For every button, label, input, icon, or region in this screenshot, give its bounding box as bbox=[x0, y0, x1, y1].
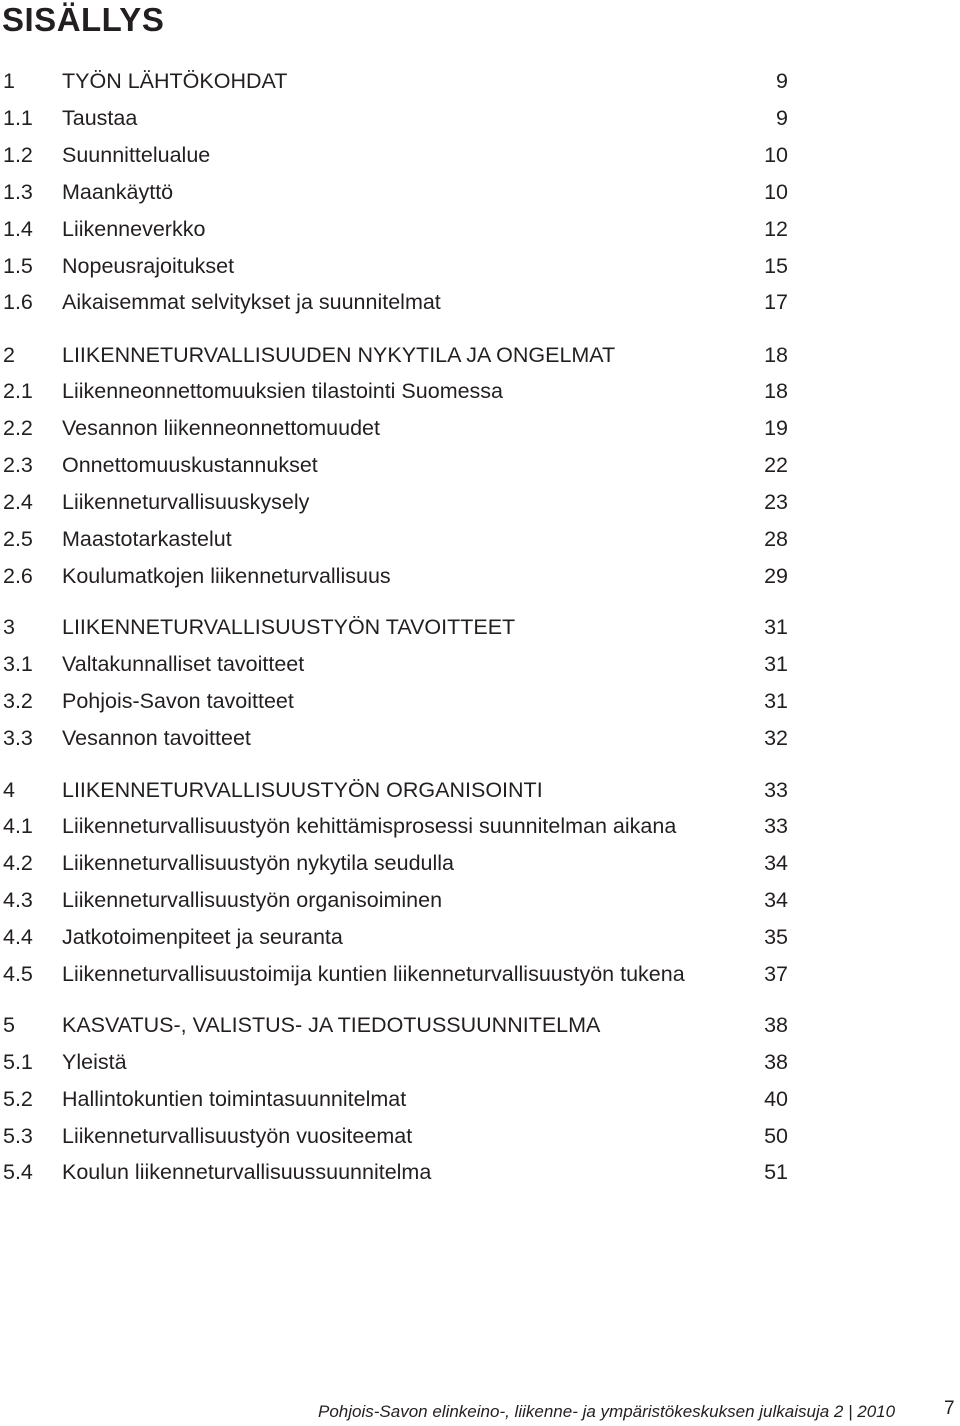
toc-entry bbox=[0, 885, 800, 915]
toc-entry-page: 10 bbox=[764, 143, 788, 167]
footer-publication-text: Pohjois-Savon elinkeino-, liikenne- ja ympäristökeskuksen julkaisuja 2 | 2010 bbox=[318, 1402, 896, 1421]
toc-entry bbox=[0, 177, 800, 207]
toc-entry-label: Taustaa bbox=[62, 106, 138, 130]
toc-entry-number: 5 bbox=[3, 1013, 15, 1037]
toc-entry-label: TYÖN LÄHTÖKOHDAT bbox=[62, 69, 288, 93]
toc-entry-label: Liikenneonnettomuuksien tilastointi Suomessa bbox=[62, 379, 504, 403]
toc-entry-number: 4.2 bbox=[3, 851, 33, 875]
toc-entry bbox=[0, 1010, 800, 1040]
toc-entry-page: 9 bbox=[776, 69, 788, 93]
toc-entry-page: 51 bbox=[764, 1160, 788, 1184]
toc-entry bbox=[0, 686, 800, 716]
toc-entry-label: Koulun liikenneturvallisuussuunnitelma bbox=[62, 1160, 432, 1184]
toc-entry bbox=[0, 450, 800, 480]
toc-entry bbox=[0, 413, 800, 443]
toc-entry-label: Maastotarkastelut bbox=[62, 527, 232, 551]
toc-entry bbox=[0, 922, 800, 952]
toc-entry-number: 1 bbox=[3, 69, 15, 93]
toc-entry-page: 31 bbox=[764, 689, 788, 713]
toc-entry-page: 10 bbox=[764, 180, 788, 204]
toc-entry-number: 1.2 bbox=[3, 143, 33, 167]
toc-entry bbox=[0, 140, 800, 170]
toc-entry bbox=[0, 1084, 800, 1114]
toc-entry-number: 1.5 bbox=[3, 254, 33, 278]
toc-entry bbox=[0, 1121, 800, 1151]
toc-entry-page: 35 bbox=[764, 925, 788, 949]
toc-entry bbox=[0, 612, 800, 642]
toc-entry-label: Liikenneturvallisuuskysely bbox=[62, 490, 310, 514]
toc-entry-number: 4 bbox=[3, 778, 15, 802]
toc-entry-page: 33 bbox=[764, 814, 788, 838]
toc-entry bbox=[0, 103, 800, 133]
toc-entry-label: Pohjois-Savon tavoitteet bbox=[62, 689, 294, 713]
toc-entry-label: Liikenneturvallisuustyön nykytila seudulla bbox=[62, 851, 454, 875]
toc-entry-number: 5.4 bbox=[3, 1160, 33, 1184]
toc-entry bbox=[0, 376, 800, 406]
toc-entry-number: 3.3 bbox=[3, 726, 33, 750]
toc-entry-label: Maankäyttö bbox=[62, 180, 174, 204]
toc-entry bbox=[0, 959, 800, 989]
toc-entry-page: 34 bbox=[764, 851, 788, 875]
toc-entry-page: 12 bbox=[764, 217, 788, 241]
toc-entry-number: 4.4 bbox=[3, 925, 33, 949]
toc-entry-number: 1.4 bbox=[3, 217, 33, 241]
toc-entry bbox=[0, 649, 800, 679]
toc-entry bbox=[0, 561, 800, 591]
toc-entry bbox=[0, 1047, 800, 1077]
toc-entry-page: 34 bbox=[764, 888, 788, 912]
toc-entry-page: 33 bbox=[764, 778, 788, 802]
page-number: 7 bbox=[944, 1398, 955, 1419]
toc-entry-label: LIIKENNETURVALLISUUSTYÖN TAVOITTEET bbox=[62, 615, 516, 639]
toc-entry-label: Valtakunnalliset tavoitteet bbox=[62, 652, 305, 676]
toc-entry-label: Vesannon liikenneonnettomuudet bbox=[62, 416, 380, 440]
toc-entry-page: 29 bbox=[764, 564, 788, 588]
toc-entry bbox=[0, 723, 800, 753]
toc-entry-number: 2.3 bbox=[3, 453, 33, 477]
toc-entry bbox=[0, 251, 800, 281]
toc-entry-page: 17 bbox=[764, 290, 788, 314]
toc-entry-number: 3.2 bbox=[3, 689, 33, 713]
toc-entry-number: 5.1 bbox=[3, 1050, 33, 1074]
toc-entry-label: Koulumatkojen liikenneturvallisuus bbox=[62, 564, 391, 588]
toc-entry-page: 40 bbox=[764, 1087, 788, 1111]
toc-entry-label: LIIKENNETURVALLISUUDEN NYKYTILA JA ONGELMAT bbox=[62, 343, 616, 367]
toc-entry-page: 23 bbox=[764, 490, 788, 514]
toc-entry-page: 18 bbox=[764, 343, 788, 367]
toc-entry bbox=[0, 340, 800, 370]
toc-entry-page: 31 bbox=[764, 652, 788, 676]
toc-entry-number: 4.3 bbox=[3, 888, 33, 912]
toc-entry bbox=[0, 811, 800, 841]
page-title: SISÄLLYS bbox=[2, 1, 165, 38]
toc-entry-label: Liikenneturvallisuustyön vuositeemat bbox=[62, 1124, 413, 1148]
toc-entry-page: 50 bbox=[764, 1124, 788, 1148]
toc-entry-number: 2.5 bbox=[3, 527, 33, 551]
toc-entry-number: 2.6 bbox=[3, 564, 33, 588]
toc-entry bbox=[0, 287, 800, 317]
toc-entry-number: 5.2 bbox=[3, 1087, 33, 1111]
toc-entry bbox=[0, 66, 800, 96]
toc-entry-label: Liikenneturvallisuustyön organisoiminen bbox=[62, 888, 443, 912]
toc-entry-number: 2.4 bbox=[3, 490, 33, 514]
toc-entry-number: 3 bbox=[3, 615, 15, 639]
toc-entry-label: Hallintokuntien toimintasuunnitelmat bbox=[62, 1087, 407, 1111]
toc-entry-page: 15 bbox=[764, 254, 788, 278]
toc-entry-page: 28 bbox=[764, 527, 788, 551]
toc-entry-page: 38 bbox=[764, 1050, 788, 1074]
toc-entry-label: Nopeusrajoitukset bbox=[62, 254, 235, 278]
toc-entry-page: 22 bbox=[764, 453, 788, 477]
toc-entry-page: 37 bbox=[764, 962, 788, 986]
footer bbox=[318, 1398, 895, 1426]
toc-entry-page: 19 bbox=[764, 416, 788, 440]
toc-entry bbox=[0, 1157, 800, 1187]
toc-entry-number: 2 bbox=[3, 343, 15, 367]
toc-entry-number: 1.6 bbox=[3, 290, 33, 314]
toc-entry bbox=[0, 775, 800, 805]
toc-entry-label: Aikaisemmat selvitykset ja suunnitelmat bbox=[62, 290, 441, 314]
toc-entry-number: 3.1 bbox=[3, 652, 33, 676]
toc-entry-number: 4.5 bbox=[3, 962, 33, 986]
toc-entry-number: 4.1 bbox=[3, 814, 33, 838]
toc-entry-number: 1.3 bbox=[3, 180, 33, 204]
toc-entry-page: 32 bbox=[764, 726, 788, 750]
toc-entry-label: Yleistä bbox=[62, 1050, 127, 1074]
toc-entry-page: 18 bbox=[764, 379, 788, 403]
toc-entry-number: 2.1 bbox=[3, 379, 33, 403]
toc-entry bbox=[0, 214, 800, 244]
toc-entry-page: 38 bbox=[764, 1013, 788, 1037]
toc-entry-label: Liikenneturvallisuustyön kehittämisprosessi suunnitelman aikana bbox=[62, 814, 677, 838]
toc-entry-label: Liikenneturvallisuustoimija kuntien liikenneturvallisuustyön tukena bbox=[62, 962, 685, 986]
toc-entry-page: 9 bbox=[776, 106, 788, 130]
toc-entry-page: 31 bbox=[764, 615, 788, 639]
toc-entry-label: KASVATUS-, VALISTUS- JA TIEDOTUSSUUNNITELMA bbox=[62, 1013, 601, 1037]
toc-entry-label: Onnettomuuskustannukset bbox=[62, 453, 318, 477]
toc-entry bbox=[0, 848, 800, 878]
toc-entry-number: 5.3 bbox=[3, 1124, 33, 1148]
toc-entry-label: Suunnittelualue bbox=[62, 143, 211, 167]
toc-entry-number: 2.2 bbox=[3, 416, 33, 440]
toc-entry-label: Jatkotoimenpiteet ja seuranta bbox=[62, 925, 343, 949]
toc-entry bbox=[0, 487, 800, 517]
toc-entry-label: LIIKENNETURVALLISUUSTYÖN ORGANISOINTI bbox=[62, 778, 543, 802]
toc-entry-number: 1.1 bbox=[3, 106, 33, 130]
toc-entry bbox=[0, 524, 800, 554]
toc-entry-label: Liikenneverkko bbox=[62, 217, 206, 241]
toc-entry-label: Vesannon tavoitteet bbox=[62, 726, 251, 750]
